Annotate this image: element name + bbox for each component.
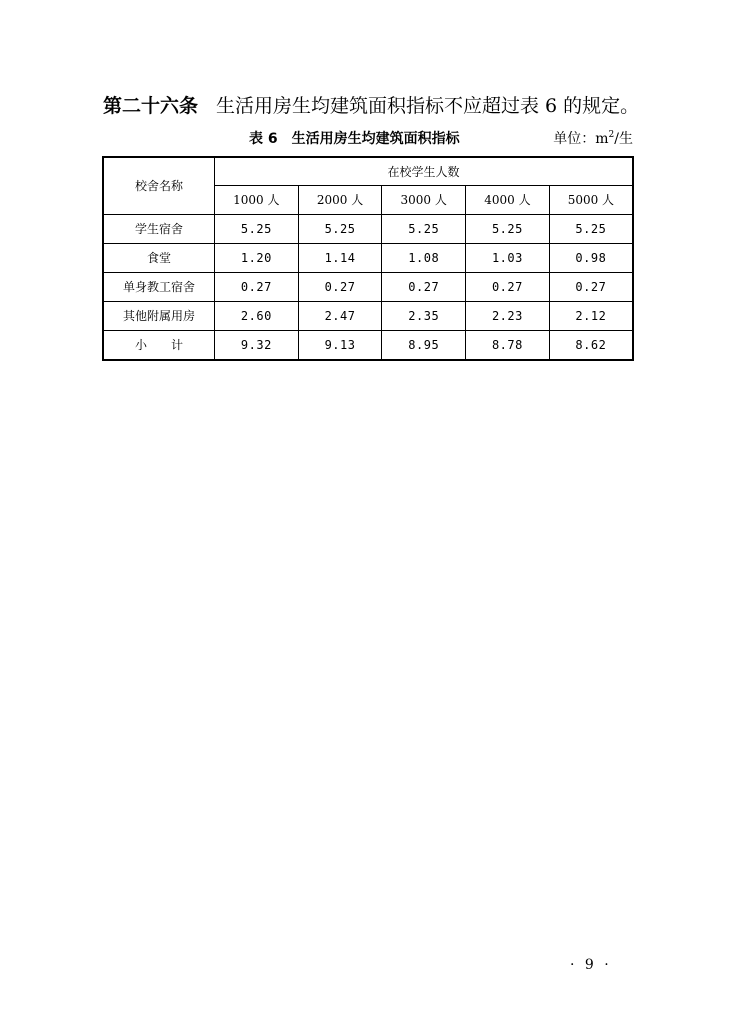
row-name: 学生宿舍 [103, 215, 215, 244]
table-cell: 2.47 [298, 302, 382, 331]
table-cell: 0.27 [382, 273, 466, 302]
unit-suffix: /生 [614, 131, 633, 147]
table-cell: 8.78 [466, 331, 550, 361]
row-name: 其他附属用房 [103, 302, 215, 331]
unit-prefix: 单位：m [553, 131, 609, 147]
table-cell: 1.20 [215, 244, 299, 273]
table-cell: 2.60 [215, 302, 299, 331]
table-cell: 8.62 [549, 331, 633, 361]
group-header: 在校学生人数 [215, 157, 634, 186]
table-cell: 0.27 [215, 273, 299, 302]
table-row [103, 244, 633, 273]
area-index-table [102, 156, 634, 361]
table-caption [103, 128, 633, 150]
table-cell: 5.25 [215, 215, 299, 244]
table-row [103, 331, 633, 361]
table-cell: 8.95 [382, 331, 466, 361]
table-unit [553, 128, 633, 150]
table-title-block [249, 128, 460, 150]
table-cell: 9.32 [215, 331, 299, 361]
table-cell: 0.27 [549, 273, 633, 302]
table-cell: 1.14 [298, 244, 382, 273]
table-cell: 5.25 [466, 215, 550, 244]
table-cell: 0.27 [298, 273, 382, 302]
row-name: 食堂 [103, 244, 215, 273]
article-text: 生活用房生均建筑面积指标不应超过表 6 的规定。 [216, 95, 640, 117]
column-header: 2000 人 [298, 186, 382, 215]
row-name: 小 计 [103, 331, 215, 361]
article-paragraph [103, 93, 663, 119]
page-number: · 9 · [570, 957, 612, 973]
table-cell: 2.35 [382, 302, 466, 331]
name-header: 校舍名称 [103, 157, 215, 215]
row-name: 单身教工宿舍 [103, 273, 215, 302]
table-cell: 0.27 [466, 273, 550, 302]
column-header: 4000 人 [466, 186, 550, 215]
table-label: 表 6 [249, 131, 278, 147]
table-cell: 1.03 [466, 244, 550, 273]
table-cell: 5.25 [382, 215, 466, 244]
table-cell: 2.23 [466, 302, 550, 331]
table-row [103, 215, 633, 244]
table-cell: 9.13 [298, 331, 382, 361]
table-cell: 2.12 [549, 302, 633, 331]
table-row [103, 273, 633, 302]
column-header: 1000 人 [215, 186, 299, 215]
table-cell: 5.25 [298, 215, 382, 244]
article-number: 第二十六条 [103, 95, 199, 117]
table-title: 生活用房生均建筑面积指标 [291, 131, 460, 147]
column-header: 3000 人 [382, 186, 466, 215]
table-cell: 1.08 [382, 244, 466, 273]
column-header: 5000 人 [549, 186, 633, 215]
unit-exponent: 2 [608, 130, 615, 140]
table-cell: 5.25 [549, 215, 633, 244]
table-cell: 0.98 [549, 244, 633, 273]
table-row [103, 302, 633, 331]
